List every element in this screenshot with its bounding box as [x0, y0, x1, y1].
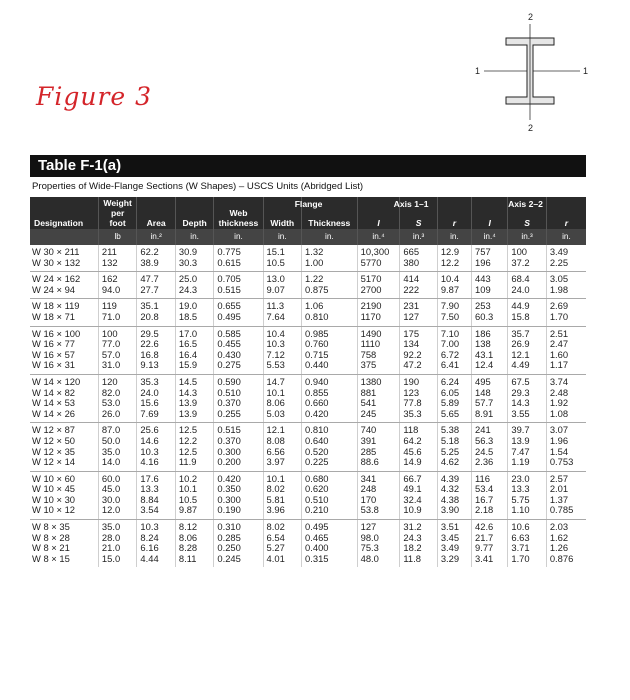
cell-width: 14.7 10.1 8.06 5.03 [263, 374, 301, 422]
cell-designation: W 14 × 120 W 14 × 82 W 14 × 53 W 14 × 26 [30, 374, 98, 422]
cell-designation: W 16 × 100 W 16 × 77 W 16 × 57 W 16 × 31 [30, 326, 98, 374]
table-caption: Properties of Wide-Flange Sections (W Shapes) – USCS Units (Abridged List) [32, 181, 364, 192]
unit-cell: in.⁴ [472, 229, 508, 245]
header-flange-thickness: Thickness [302, 197, 358, 229]
unit-cell: in. [546, 229, 586, 245]
header-I2: I [488, 218, 491, 228]
table-title: Table F-1(a) [38, 157, 122, 174]
cell-weight: 35.0 28.0 21.0 15.0 [98, 520, 136, 568]
unit-cell: in.² [137, 229, 175, 245]
cell-I1: 1380 881 541 245 [357, 374, 400, 422]
cell-area: 17.6 13.3 8.84 3.54 [137, 471, 175, 519]
cell-r1: 4.39 4.32 4.38 3.90 [437, 471, 471, 519]
header-axis22-r: r [546, 197, 586, 229]
cell-r2: 2.51 2.47 1.60 1.17 [546, 326, 586, 374]
unit-cell: in.³ [400, 229, 437, 245]
cell-S2: 100 37.2 [508, 245, 546, 272]
cell-I1: 127 98.0 75.3 48.0 [357, 520, 400, 568]
cell-S2: 68.4 24.0 [508, 272, 546, 299]
cell-depth: 8.12 8.06 8.28 8.11 [175, 520, 213, 568]
table-header-row [30, 197, 586, 229]
cell-I2: 241 56.3 24.5 2.36 [472, 423, 508, 471]
cell-S2: 35.7 26.9 12.1 4.49 [508, 326, 546, 374]
header-axis11-S: S [400, 197, 437, 229]
cell-I2: 253 60.3 [472, 299, 508, 326]
header-width: Width [270, 218, 295, 228]
cell-S2: 44.9 15.8 [508, 299, 546, 326]
header-flange-width [263, 197, 323, 229]
cell-weight: 100 77.0 57.0 31.0 [98, 326, 136, 374]
cell-r2: 2.03 1.62 1.26 0.876 [546, 520, 586, 568]
cell-area: 35.1 20.8 [137, 299, 175, 326]
header-flange: Flange [294, 199, 323, 209]
units-designation-blank [30, 229, 98, 245]
cell-r2: 3.74 2.48 1.92 1.08 [546, 374, 586, 422]
cell-S2: 23.0 13.3 5.75 1.10 [508, 471, 546, 519]
cell-thickness: 0.940 0.855 0.660 0.420 [302, 374, 358, 422]
header-axis-2-2: Axis 2–2 [508, 199, 543, 209]
unit-cell: in. [175, 229, 213, 245]
table-row-group [30, 245, 586, 272]
cell-web: 0.585 0.455 0.430 0.275 [214, 326, 263, 374]
cell-I1: 1490 1110 758 375 [357, 326, 400, 374]
cell-width: 12.1 8.08 6.56 3.97 [263, 423, 301, 471]
cell-r2: 3.49 2.25 [546, 245, 586, 272]
cell-I2: 42.6 21.7 9.77 3.41 [472, 520, 508, 568]
cell-I2: 186 138 43.1 12.4 [472, 326, 508, 374]
axis-label-1-right: 1 [583, 66, 589, 76]
cell-thickness: 0.495 0.465 0.400 0.315 [302, 520, 358, 568]
cell-weight: 162 94.0 [98, 272, 136, 299]
cell-web: 0.775 0.615 [214, 245, 263, 272]
table-units-row [30, 229, 586, 245]
table-row-group [30, 299, 586, 326]
cell-r1: 3.51 3.45 3.49 3.29 [437, 520, 471, 568]
table-row-group [30, 326, 586, 374]
cell-r1: 5.38 5.18 5.25 4.62 [437, 423, 471, 471]
cell-S1: 31.2 24.3 18.2 11.8 [400, 520, 437, 568]
axis-label-2-top: 2 [528, 12, 534, 22]
cell-width: 10.4 10.3 7.12 5.53 [263, 326, 301, 374]
cell-area: 62.2 38.9 [137, 245, 175, 272]
cell-S1: 231 127 [400, 299, 437, 326]
cell-r2: 2.57 2.01 1.37 0.785 [546, 471, 586, 519]
cell-S1: 665 380 [400, 245, 437, 272]
cell-S1: 66.7 49.1 32.4 10.9 [400, 471, 437, 519]
axis-label-1-left: 1 [475, 66, 481, 76]
header-designation: Designation [30, 197, 98, 229]
cell-depth: 12.5 12.2 12.5 11.9 [175, 423, 213, 471]
cell-I1: 5170 2700 [357, 272, 400, 299]
unit-cell: in. [214, 229, 263, 245]
cell-S2: 39.7 13.9 7.47 1.19 [508, 423, 546, 471]
cell-area: 29.5 22.6 16.8 9.13 [137, 326, 175, 374]
cell-thickness: 0.810 0.640 0.520 0.225 [302, 423, 358, 471]
cell-thickness: 1.22 0.875 [302, 272, 358, 299]
cell-designation: W 8 × 35 W 8 × 28 W 8 × 21 W 8 × 15 [32, 521, 70, 564]
header-I1: I [377, 218, 380, 228]
cell-I1: 2190 1170 [357, 299, 400, 326]
wide-flange-properties-table [30, 197, 586, 567]
cell-designation: W 18 × 119 W 18 × 71 [30, 299, 98, 326]
cell-S2: 10.6 6.63 3.71 1.70 [508, 520, 546, 568]
header-weight: Weight per foot [98, 197, 136, 229]
cell-S1: 118 64.2 45.6 14.9 [400, 423, 437, 471]
table-row-group [30, 423, 586, 471]
table-row-group [30, 272, 586, 299]
cell-width: 13.0 9.07 [263, 272, 301, 299]
cell-depth: 30.9 30.3 [175, 245, 213, 272]
cell-r1: 12.9 12.2 [437, 245, 471, 272]
i-beam-cross-section-diagram [470, 8, 600, 138]
cell-width: 10.1 8.02 5.81 3.96 [263, 471, 301, 519]
cell-I2: 495 148 57.7 8.91 [472, 374, 508, 422]
cell-S1: 414 222 [400, 272, 437, 299]
cell-I2: 757 196 [472, 245, 508, 272]
cell-web: 0.420 0.350 0.300 0.190 [214, 471, 263, 519]
cell-I1: 10,300 5770 [357, 245, 400, 272]
unit-cell: in. [263, 229, 301, 245]
cell-area: 47.7 27.7 [137, 272, 175, 299]
header-area: Area [137, 197, 175, 229]
cell-r1: 10.4 9.87 [437, 272, 471, 299]
cell-r1: 6.24 6.05 5.89 5.65 [437, 374, 471, 422]
cell-r2: 3.05 1.98 [546, 272, 586, 299]
header-axis22-S: S [508, 197, 546, 229]
cell-depth: 10.2 10.1 10.5 9.87 [175, 471, 213, 519]
table-row-group [30, 520, 586, 568]
cell-area: 10.3 8.24 6.16 4.44 [137, 520, 175, 568]
cell-r1: 7.10 7.00 6.72 6.41 [437, 326, 471, 374]
table-row-group [30, 374, 586, 422]
cell-thickness: 1.32 1.00 [302, 245, 358, 272]
cell-weight: 211 132 [98, 245, 136, 272]
cell-weight: 87.0 50.0 35.0 14.0 [98, 423, 136, 471]
figure-label: Figure 3 [36, 82, 153, 111]
cell-depth: 25.0 24.3 [175, 272, 213, 299]
cell-designation: W 24 × 162 W 24 × 94 [30, 272, 98, 299]
cell-r1: 7.90 7.50 [437, 299, 471, 326]
cell-thickness: 0.985 0.760 0.715 0.440 [302, 326, 358, 374]
unit-cell: lb [98, 229, 136, 245]
header-axis11-I [357, 197, 429, 229]
cell-r2: 2.69 1.70 [546, 299, 586, 326]
header-depth: Depth [175, 197, 213, 229]
header-axis22-I [472, 197, 543, 229]
unit-cell: in.⁴ [357, 229, 400, 245]
cell-depth: 14.5 14.3 13.9 13.9 [175, 374, 213, 422]
cell-web: 0.515 0.370 0.300 0.200 [214, 423, 263, 471]
cell-I1: 341 248 170 53.8 [357, 471, 400, 519]
cell-I2: 443 109 [472, 272, 508, 299]
cell-area: 35.3 24.0 15.6 7.69 [137, 374, 175, 422]
header-web-thickness: Web thickness [214, 197, 263, 229]
cell-S2: 67.5 29.3 14.3 3.55 [508, 374, 546, 422]
axis-label-2-bottom: 2 [528, 123, 534, 133]
cell-web: 0.590 0.510 0.370 0.255 [214, 374, 263, 422]
cell-thickness: 1.06 0.810 [302, 299, 358, 326]
unit-cell: in.³ [508, 229, 546, 245]
header-axis-1-1: Axis 1–1 [393, 199, 429, 209]
cell-width: 15.1 10.5 [263, 245, 301, 272]
cell-width: 8.02 6.54 5.27 4.01 [263, 520, 301, 568]
cell-web: 0.655 0.495 [214, 299, 263, 326]
cell-S1: 190 123 77.8 35.3 [400, 374, 437, 422]
table-title-bar [30, 155, 586, 177]
cell-S1: 175 134 92.2 47.2 [400, 326, 437, 374]
cell-r2: 3.07 1.96 1.54 0.753 [546, 423, 586, 471]
cell-web: 0.705 0.515 [214, 272, 263, 299]
cell-I2: 116 53.4 16.7 2.18 [472, 471, 508, 519]
cell-thickness: 0.680 0.620 0.510 0.210 [302, 471, 358, 519]
header-axis11-r: r [437, 197, 471, 229]
table-row-group [30, 471, 586, 519]
unit-cell: in. [302, 229, 358, 245]
cell-area: 25.6 14.6 10.3 4.16 [137, 423, 175, 471]
cell-depth: 17.0 16.5 16.4 15.9 [175, 326, 213, 374]
cell-weight: 120 82.0 53.0 26.0 [98, 374, 136, 422]
table-body [30, 245, 586, 567]
cell-weight: 60.0 45.0 30.0 12.0 [98, 471, 136, 519]
cell-designation: W 12 × 87 W 12 × 50 W 12 × 35 W 12 × 14 [30, 423, 98, 471]
cell-weight: 119 71.0 [98, 299, 136, 326]
unit-cell: in. [437, 229, 471, 245]
cell-designation: W 10 × 60 W 10 × 45 W 10 × 30 W 10 × 12 [30, 471, 98, 519]
cell-web: 0.310 0.285 0.250 0.245 [214, 520, 263, 568]
cell-depth: 19.0 18.5 [175, 299, 213, 326]
cell-I1: 740 391 285 88.6 [357, 423, 400, 471]
cell-width: 11.3 7.64 [263, 299, 301, 326]
cell-designation: W 30 × 211 W 30 × 132 [30, 245, 98, 272]
